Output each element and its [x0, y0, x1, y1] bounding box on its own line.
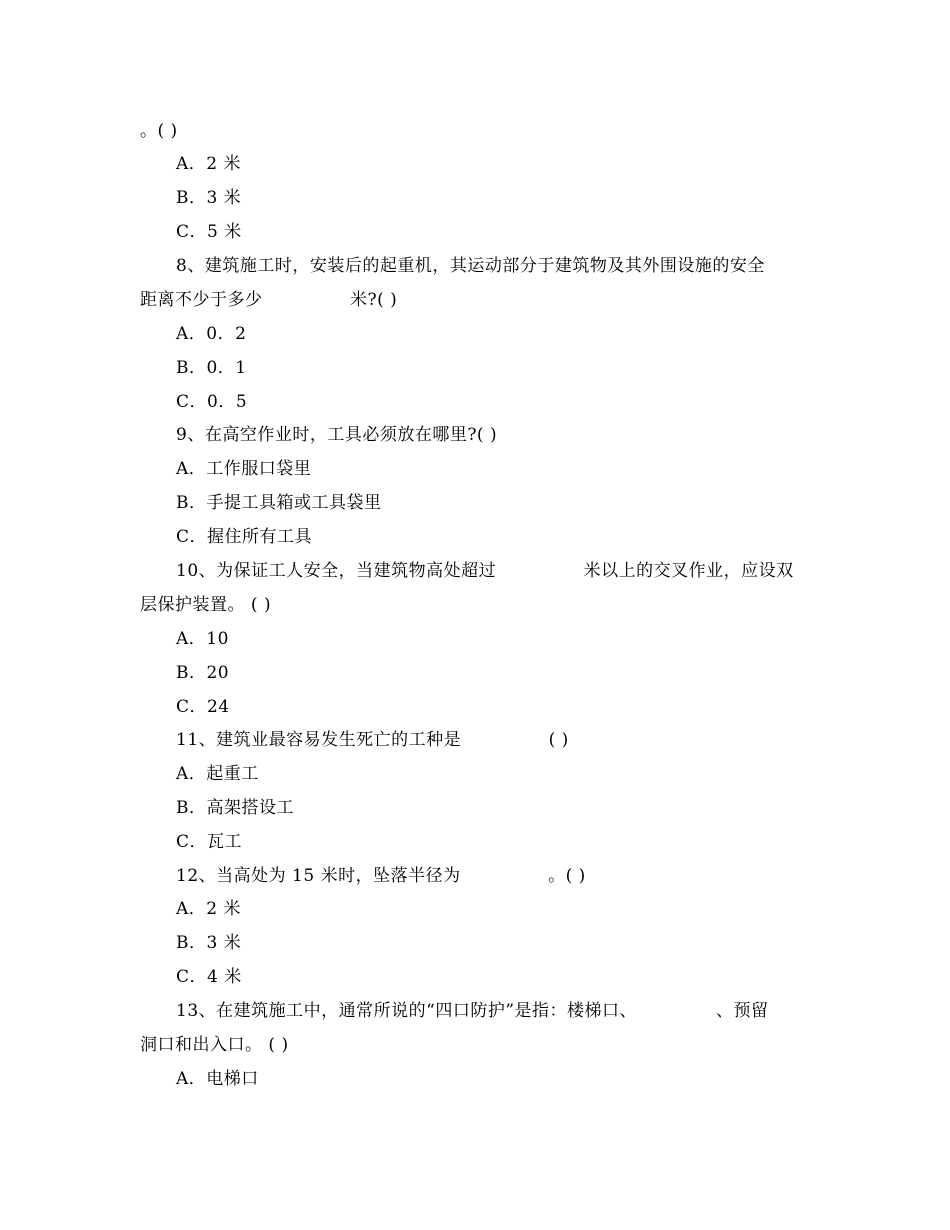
option-a: A．10 — [176, 629, 229, 649]
option-c: C．4 米 — [176, 967, 242, 987]
option-b: B．3 米 — [176, 933, 242, 953]
option-b: B．20 — [176, 663, 230, 683]
option-a: A．电梯口 — [176, 1069, 259, 1089]
option-a: A．0．2 — [176, 324, 247, 344]
question-9: 9、在高空作业时，工具必须放在哪里?( ) — [176, 425, 498, 445]
option-b: B．高架搭设工 — [176, 798, 294, 818]
option-c: C．0．5 — [176, 392, 248, 412]
option-b: B．手提工具箱或工具袋里 — [176, 493, 382, 513]
option-c: C．瓦工 — [176, 832, 243, 852]
question-7-tail: 。( ) — [140, 121, 178, 141]
option-a: A．工作服口袋里 — [176, 459, 312, 479]
question-8-cont: 距离不少于多少 米?( ) — [140, 290, 398, 310]
question-13: 13、在建筑施工中，通常所说的“四口防护”是指：楼梯口、 、预留 — [176, 1001, 769, 1021]
question-8: 8、建筑施工时，安装后的起重机，其运动部分于建筑物及其外围设施的安全 — [176, 256, 765, 276]
question-11: 11、建筑业最容易发生死亡的工种是 ( ) — [176, 730, 569, 750]
option-b: B．0．1 — [176, 358, 247, 378]
option-a: A．2 米 — [176, 899, 241, 919]
question-10: 10、为保证工人安全，当建筑物高处超过 米以上的交叉作业，应设双 — [176, 561, 794, 581]
option-b: B．3 米 — [176, 188, 242, 208]
option-a: A．2 米 — [176, 154, 241, 174]
question-12: 12、当高处为 15 米时，坠落半径为 。( ) — [176, 866, 586, 886]
option-c: C．24 — [176, 697, 230, 717]
question-13-cont: 洞口和出入口。 ( ) — [140, 1035, 289, 1055]
question-10-cont: 层保护装置。 ( ) — [140, 595, 272, 615]
option-c: C．握住所有工具 — [176, 527, 313, 547]
option-c: C．5 米 — [176, 222, 242, 242]
option-a: A．起重工 — [176, 764, 259, 784]
